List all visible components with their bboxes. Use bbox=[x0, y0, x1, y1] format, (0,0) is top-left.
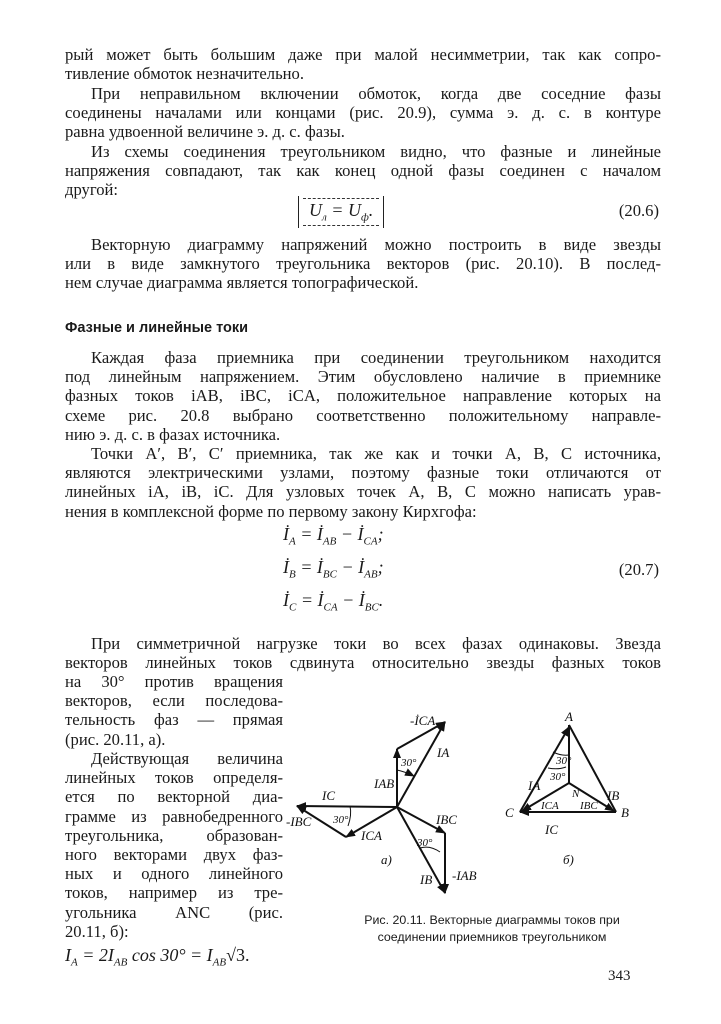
label-minus-ibc: -IBC bbox=[286, 814, 312, 829]
text-line: нию э. д. с. в фазах источника. bbox=[65, 424, 281, 444]
f-a: I bbox=[65, 945, 71, 965]
label-ia: IA bbox=[437, 745, 450, 760]
label-minus-ica: -İCA bbox=[410, 713, 436, 728]
caption-line-1: Рис. 20.11. Векторные диаграммы токов при bbox=[364, 913, 620, 927]
label-tag-b: б) bbox=[563, 852, 574, 867]
text-line: треугольника, образован- bbox=[65, 825, 283, 845]
label-30deg-1: 30° bbox=[401, 757, 417, 769]
label-n: N bbox=[572, 788, 580, 800]
eq-lhs-sub: л bbox=[322, 211, 327, 224]
f-as: A bbox=[71, 956, 78, 969]
label-tag-a: а) bbox=[381, 852, 392, 867]
text-line: Точки A′, B′, C′ приемника, так же как и точки A, B, C источника, bbox=[91, 444, 661, 463]
text-line: фазных токов iAB, iBC, iCA, положительное направление которых на bbox=[65, 386, 661, 406]
text-line: равна удвоенной величине э. д. с. фазы. bbox=[65, 122, 345, 142]
text-line: под линейным напряжением. Этим обусловлено наличие в приемнике bbox=[65, 367, 661, 387]
eq-term: İ bbox=[283, 557, 289, 577]
section-heading: Фазные и линейные токи bbox=[65, 320, 249, 336]
label-30deg-b1: 30° bbox=[556, 755, 572, 767]
label-a: A bbox=[565, 709, 573, 724]
eq-term: İ bbox=[316, 557, 323, 577]
label-ibc: IBC bbox=[436, 812, 457, 827]
text-line: нем случае диаграмма является топографической. bbox=[65, 273, 419, 293]
eq-sub: CA bbox=[363, 535, 378, 548]
diagram-a bbox=[297, 722, 445, 893]
vector-ic bbox=[297, 806, 397, 807]
label-30deg-b2: 30° bbox=[550, 771, 566, 783]
label-ib: IB bbox=[420, 872, 433, 887]
eq-sub: CA bbox=[323, 601, 338, 614]
eq-sub: B bbox=[289, 568, 296, 581]
diagram-b bbox=[520, 725, 616, 812]
eq-lhs: U bbox=[309, 200, 322, 220]
text-line: Векторную диаграмму напряжений можно построить в виде звезды bbox=[91, 235, 661, 254]
eq-sub: BC bbox=[364, 601, 379, 614]
label-iab: IAB bbox=[374, 776, 395, 791]
text-line: тивление обмоток незначительно. bbox=[65, 64, 304, 84]
text-line: векторов, если последова- bbox=[65, 691, 283, 711]
text-line: линейных iA, iB, iC. Для узловых точек A, B, C можно написать урав- bbox=[65, 482, 661, 502]
text-line: токов, например из тре- bbox=[65, 883, 283, 903]
eq-sub: AB bbox=[364, 568, 378, 581]
text-line: нения в комплексной форме по первому закону Кирхгофа: bbox=[65, 501, 477, 521]
eq-term: İ bbox=[358, 590, 365, 610]
label-ic-b: IC bbox=[545, 822, 558, 837]
label-30deg-3: 30° bbox=[417, 837, 433, 849]
label-30deg-2: 30° bbox=[333, 814, 349, 826]
label-ic: IC bbox=[322, 788, 335, 803]
equation-20-6: $U_л = U_ф$. bbox=[298, 196, 384, 228]
eq-rhs: U bbox=[347, 200, 361, 220]
eq-term: İ bbox=[283, 524, 289, 544]
label-b: B bbox=[621, 805, 629, 820]
equation-line: $İ_A$ = $İ_{AB}$ − $İ_{CA}$; bbox=[283, 524, 384, 548]
label-ica: ICA bbox=[361, 828, 382, 843]
text-line: (рис. 20.11, а). bbox=[65, 729, 166, 749]
f-cs: AB bbox=[212, 956, 227, 969]
text-line: При симметричной нагрузке токи во всех фазах одинаковы. Звезда bbox=[91, 634, 661, 653]
f-mid: = 2I bbox=[77, 945, 114, 965]
eq-sub: BC bbox=[322, 568, 337, 581]
f-root: √3. bbox=[226, 945, 250, 965]
text-line: являются электрическими узлами, поэтому фазные токи отличаются от bbox=[65, 463, 661, 483]
eq-term: İ bbox=[283, 590, 289, 610]
eq-end: ; bbox=[377, 557, 384, 577]
text-line: рый может быть большим даже при малой несимметрии, так как сопро- bbox=[65, 45, 661, 64]
label-ib-b: IB bbox=[607, 788, 620, 803]
label-minus-iab: -IAB bbox=[452, 868, 477, 883]
page-number: 343 bbox=[608, 968, 631, 984]
text-line: схеме рис. 20.8 выбрано соответственно положительному направле- bbox=[65, 405, 661, 425]
diagram-a-labels bbox=[286, 713, 477, 887]
equation-line: $İ_C$ = $İ_{CA}$ − $İ_{BC}$. bbox=[283, 590, 384, 614]
text-line: тельность фаз — прямая bbox=[65, 710, 283, 730]
text-line: векторов линейных токов сдвинута относительно звезды фазных токов bbox=[65, 653, 661, 673]
text-line: ных и одного линейного bbox=[65, 864, 283, 884]
f-cos: cos 30° = I bbox=[127, 945, 213, 965]
text-line: Каждая фаза приемника при соединении треугольником находится bbox=[91, 348, 661, 367]
text-line: ного векторами двух фаз- bbox=[65, 845, 283, 865]
eq-rhs-sub: ф bbox=[360, 211, 369, 224]
eq-end: ; bbox=[377, 524, 384, 544]
text-line: грамме из равнобедренного bbox=[65, 806, 283, 826]
text-line: 20.11, б): bbox=[65, 921, 129, 941]
text-line: или в виде замкнутого треугольника векторов (рис. 20.10). В послед- bbox=[65, 254, 661, 274]
text-line: линейных токов определя- bbox=[65, 768, 283, 788]
eq-end: . bbox=[378, 590, 384, 610]
text-line: другой: bbox=[65, 180, 118, 200]
eq-term: İ bbox=[358, 557, 365, 577]
label-c: C bbox=[505, 805, 514, 820]
caption-line-2: соединении приемников треугольником bbox=[377, 930, 607, 944]
label-ibc-b: IBC bbox=[580, 800, 598, 812]
eq-term: İ bbox=[317, 590, 324, 610]
figure-caption bbox=[312, 912, 672, 946]
text-line: Действующая величина bbox=[91, 749, 283, 768]
text-line: Из схемы соединения треугольником видно, что фазные и линейные bbox=[91, 142, 661, 161]
text-line: напряжения совпадают, так как конец одной фазы соединен с началом bbox=[65, 161, 661, 181]
diagram-b-labels bbox=[505, 709, 629, 867]
text-line: на 30° против вращения bbox=[65, 672, 283, 691]
eq-sub: C bbox=[289, 601, 297, 614]
label-ia-b: IA bbox=[528, 778, 541, 793]
text-line: ется по векторной диа- bbox=[65, 787, 283, 807]
text-line: угольника ANC (рис. bbox=[65, 902, 283, 922]
eq-sub: AB bbox=[322, 535, 337, 548]
equation-number-20-7: (20.7) bbox=[618, 560, 659, 579]
eq-term: İ bbox=[316, 524, 323, 544]
text-line: При неправильном включении обмоток, когда две соседние фазы bbox=[91, 84, 661, 103]
equation-line: $İ_B$ = $İ_{BC}$ − $İ_{AB}$; bbox=[283, 557, 384, 581]
equation-number-20-6: (20.6) bbox=[618, 201, 659, 220]
f-ms: AB bbox=[113, 956, 128, 969]
label-ica-b: ICA bbox=[541, 800, 559, 812]
eq-sub: A bbox=[289, 535, 296, 548]
eq-term: İ bbox=[357, 524, 364, 544]
text-line: соединены началами или концами (рис. 20.9), сумма э. д. с. в контуре bbox=[65, 103, 661, 123]
